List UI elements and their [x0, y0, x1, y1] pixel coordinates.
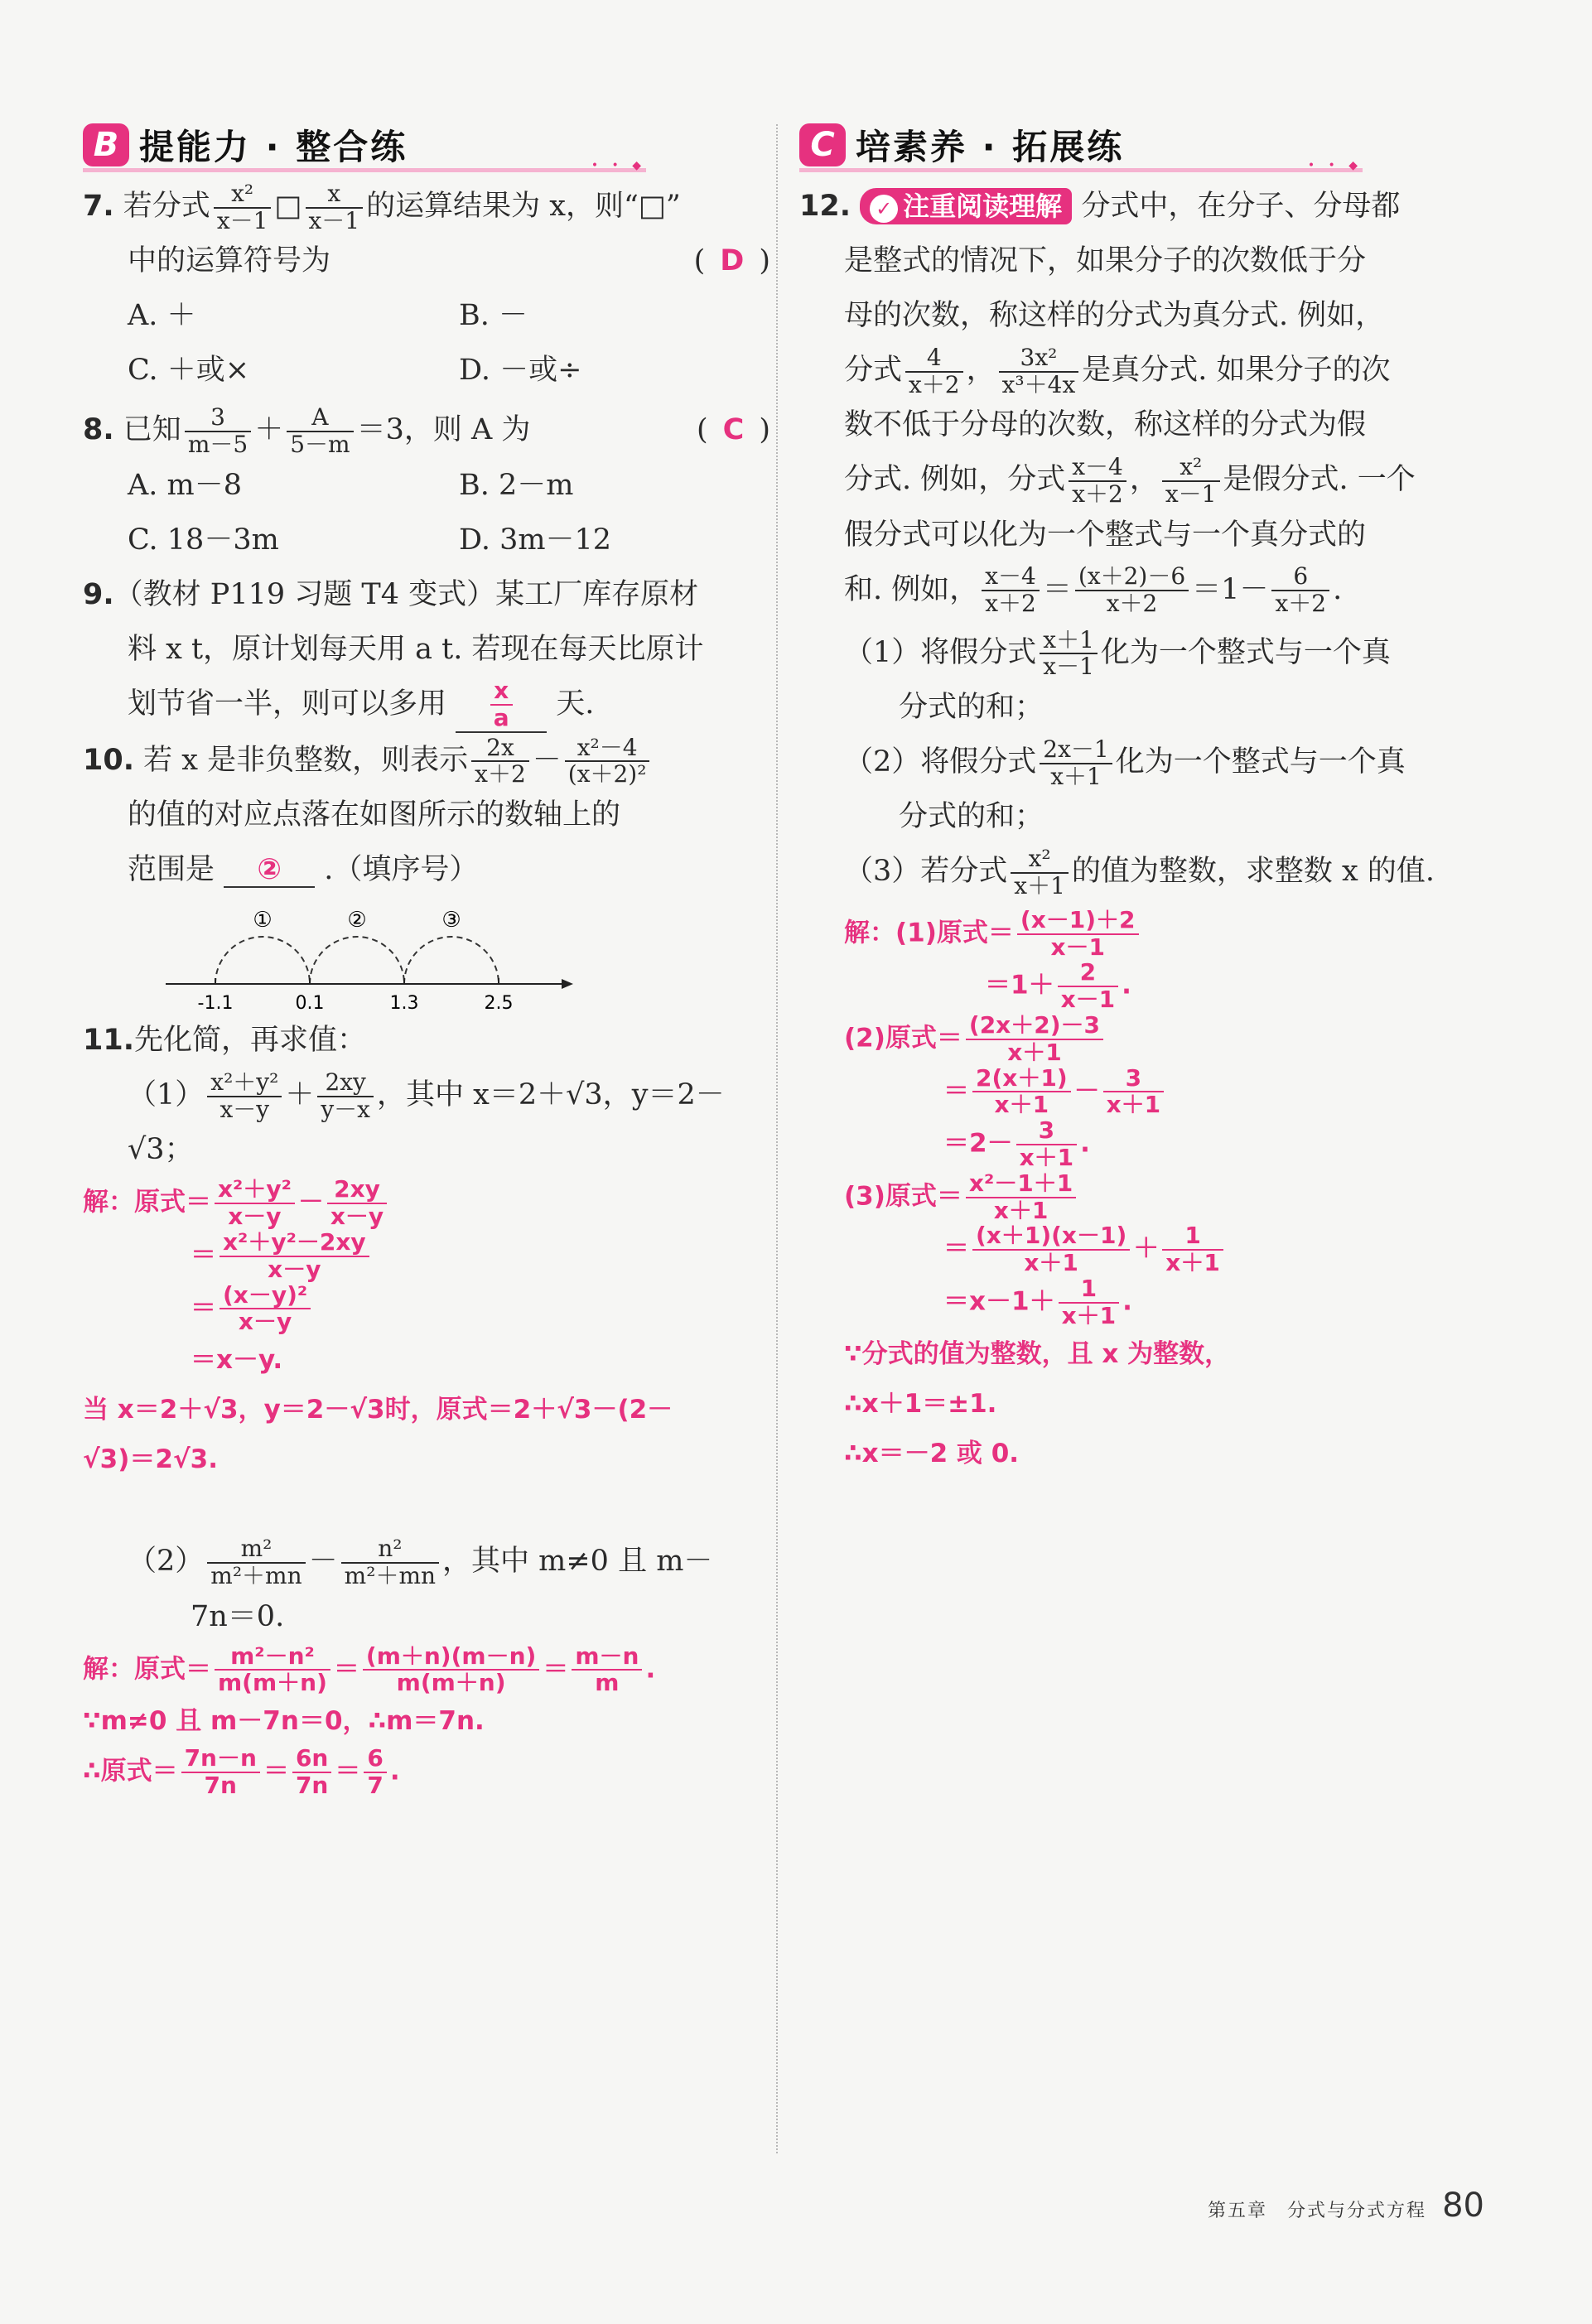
question-11-2: （2） $\frac{\text{m²}}{\text{m²＋mn}}$ － $\frac{\text{n²}}{\text{m²＋mn}}$ ，其中 m≠0 且 m－ 7n＝0.	[128, 1534, 713, 1633]
solution-11-2: 解：原式＝ $\frac{\text{m²－n²}}{m(m+n)}$ ＝ $\frac{(m+n)(m-n)}{m(m+n)}$ ＝ $\frac{m-n}{m}$ . ∵m≠0 且 m－7n＝0，∴m＝7n. ∴原式＝ $\frac{7n-n}{7n}$ ＝ $\frac{6n}{7n}$ ＝ $\frac{6}{7}$ .	[83, 1642, 656, 1799]
section-badge: C	[799, 123, 846, 166]
solution-12: 解：(1)原式＝ $\frac{(x-1)+2}{x-1}$ ＝1＋ $\frac{2}{x-1}$ . (2)原式＝ $\frac{(2x+2)-3}{x+1}$ ＝ $\frac{2(x+1)}{x+1}$ － $\frac{3}{x+1}$ ＝2－ $\frac{3}{x+1}$ . (3)原式＝ $\frac{\text{x²－1＋1}}{x+1}$ ＝ $\frac{(x+1)(x-1)}{x+1}$ ＋ $\frac{1}{x+1}$ ＝x－1＋ $\frac{1}{x+1}$ . ∵分式的值为整数，且 x 为整数， ∴x＋1＝±1. ∴x＝－2 或 0.	[844, 905, 1231, 1468]
question-9: 9.（教材 P119 习题 T4 变式）某工厂库存原材 料 x t，原计划每天用 a t. 若现在每天比原计 划节省一半，则可以多用 $\frac{x}{a}$ 天.	[83, 577, 704, 732]
number-line	[166, 897, 770, 1013]
options: A. m－8 B. 2－m C. 18－3m D. 3m－12	[128, 468, 612, 557]
section-underline	[83, 168, 646, 172]
answer-blank: ②	[224, 853, 315, 888]
number-line-figure	[166, 897, 580, 1013]
range-label-3: ③	[441, 908, 461, 933]
check-icon: ✓	[870, 195, 898, 223]
column-divider	[776, 124, 778, 2153]
tick-label: 2.5	[484, 993, 514, 1014]
section-badge: B	[83, 123, 129, 166]
answer-bracket: ( D )	[693, 244, 770, 278]
section-title: 提能力 · 整合练	[139, 127, 408, 167]
range-label-1: ①	[253, 908, 273, 933]
answer-bracket: ( C )	[697, 413, 770, 447]
section-dots: • • ◆	[591, 159, 646, 172]
question-11: 11.先化简，再求值： （1） $\frac{\text{x²＋y²}}{x-y}$ ＋ $\frac{2xy}{y-x}$ ，其中 x＝2＋√3，y＝2－√3；	[83, 1024, 725, 1167]
question-10: 10. 若 x 是非负整数，则表示 $\frac{2x}{x+2}$ － $\frac{\text{x²－4}}{\text{(x＋2)²}}$ 的值的对应点落在如图所示的数轴上的 范围是 ② .（填序号） ① ② ③ -1.1 0.1 1.3 2.5	[83, 733, 770, 1013]
tick-label: -1.1	[197, 993, 234, 1014]
page-number: 80	[1442, 2187, 1484, 2225]
section-header-c	[799, 116, 1487, 174]
page-footer	[1208, 2187, 1484, 2225]
reading-tag: ✓ 注重阅读理解	[860, 188, 1072, 224]
section-underline	[799, 168, 1363, 172]
range-label-2: ②	[347, 908, 367, 933]
solution-11-1: 解：原式＝ $\frac{\text{x²＋y²}}{x-y}$ － $\frac{2xy}{x-y}$ ＝ $\frac{\text{x²＋y²－2xy}}{x-y}$ ＝ $\frac{\text{(x－y)²}}{x-y}$ ＝x－y. 当 x＝2＋√3，y＝2－√3时，原式＝2＋√3－(2－ √3)＝2√3.	[83, 1175, 673, 1475]
right-column	[799, 116, 1487, 1478]
section-dots: • • ◆	[1307, 159, 1363, 172]
tick-label: 1.3	[389, 993, 419, 1014]
section-header-b	[83, 116, 770, 174]
tick-label: 0.1	[295, 993, 325, 1014]
answer-blank: $\frac{x}{a}$	[456, 678, 547, 733]
question-8: 8. 已知 $\frac{3}{m-5}$ ＋ $\frac{A}{5-m}$ ＝3，则 A 为 ( C ) A. m－8 B. 2－m C. 18－3m D. 3m－12	[83, 403, 770, 567]
options: A. ＋ B. － C. ＋或× D. －或÷	[128, 299, 582, 388]
left-column	[83, 116, 770, 1799]
question-12: 12. ✓ 注重阅读理解 分式中，在分子、分母都 是整式的情况下，如果分子的次数低于分 母的次数，称这样的分式为真分式. 例如， 分式 $\frac{4}{x+2}$ ， $\frac{\text{3x²}}{\text{x³＋4x}}$ 是真分式. 如果分子的次 数不低于分母的次数，称这样的分式为假 分式. 例如，分式 $\frac{x-4}{x+2}$ ， $\frac{\text{x²}}{x-1}$ 是假分式. 一个 假分式可以化为一个整式与一个真分式的 和. 例如， $\frac{x-4}{x+2}$ ＝ $\frac{(x+2)-6}{x+2}$ ＝1－ $\frac{6}{x+2}$ . （1）将假分式 $\frac{x+1}{x-1}$ 化为一个整式与一个真 分式的和； （2）将假分式 $\frac{2x-1}{x+1}$ 化为一个整式与一个真 分式的和； （3）若分式 $\frac{\text{x²}}{x+1}$ 的值为整数，求整数 x 的值.	[799, 190, 1435, 899]
question-7: 7. 若分式 $\frac{\text{x²}}{x-1}$ □ $\frac{x}{x-1}$ 的运算结果为 x，则“□” 中的运算符号为 ( D ) A. ＋ B. － C. ＋或× D. －或÷	[83, 179, 770, 398]
chapter-label: 第五章 分式与分式方程	[1207, 2201, 1426, 2221]
section-title: 培素养 · 拓展练	[856, 127, 1125, 167]
